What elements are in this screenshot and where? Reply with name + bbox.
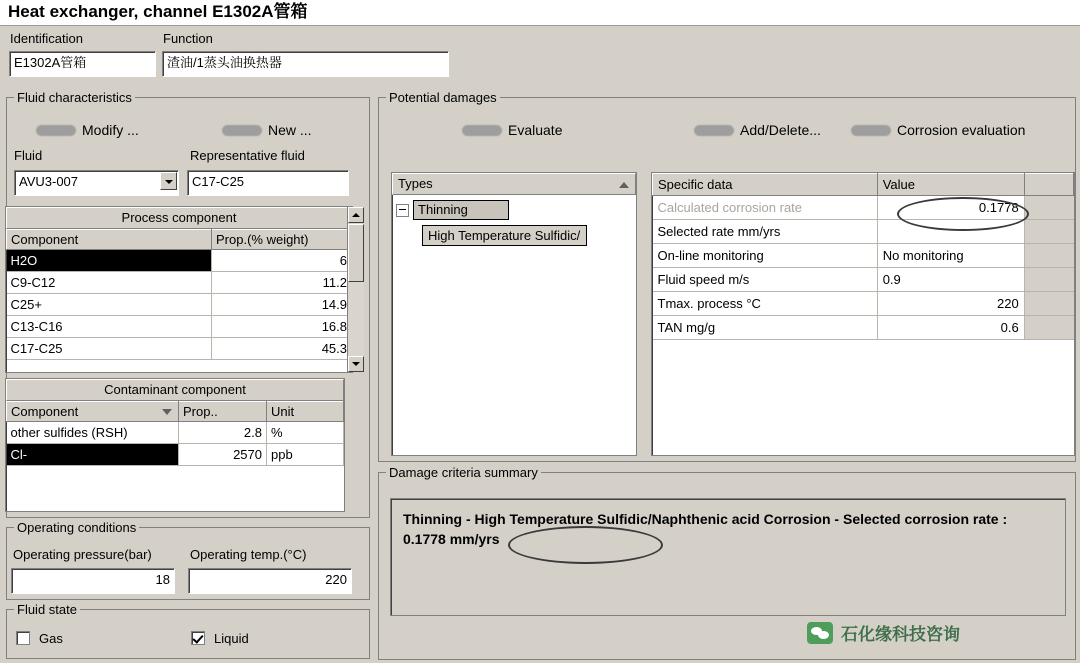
cell-component: C13-C16	[7, 316, 212, 338]
cell-prop: 2570	[179, 444, 267, 466]
table-row[interactable]	[7, 272, 352, 294]
representative-fluid-field[interactable]: C17-C25	[187, 170, 349, 196]
specific-data-table	[652, 173, 1074, 340]
table-row[interactable]	[7, 338, 352, 360]
cell-spacer	[1024, 196, 1073, 220]
cell-specific-data: Calculated corrosion rate	[653, 196, 878, 220]
damage-types-tree[interactable]	[391, 172, 637, 456]
scroll-up-icon[interactable]	[348, 207, 364, 223]
contaminant-col-prop[interactable]: Prop..	[179, 402, 267, 422]
evaluate-icon	[462, 125, 502, 136]
contaminant-header-row	[7, 402, 344, 422]
fluid-combo[interactable]	[14, 170, 179, 196]
specific-data-grid[interactable]	[651, 172, 1075, 456]
cell-spacer	[1024, 268, 1073, 292]
cell-spacer	[1024, 292, 1073, 316]
contaminant-component-title: Contaminant component	[6, 379, 344, 401]
cell-unit: ppb	[267, 444, 344, 466]
add-delete-button[interactable]	[694, 122, 821, 138]
operating-temp-label: Operating temp.(°C)	[190, 547, 307, 562]
process-component-header-row	[7, 230, 352, 250]
new-icon	[222, 125, 262, 136]
liquid-checkbox[interactable]	[191, 631, 205, 645]
modify-fluid-button[interactable]	[36, 122, 139, 138]
operating-pressure-field[interactable]: 18	[11, 568, 175, 594]
specific-data-col-name[interactable]: Specific data	[653, 174, 878, 196]
operating-pressure-label: Operating pressure(bar)	[13, 547, 152, 562]
damage-criteria-summary-text: Thinning - High Temperature Sulfidic/Naphthenic acid Corrosion - Selected corrosion rate : 0.1778 mm/yrs	[390, 498, 1066, 616]
cell-prop: 11.2	[212, 272, 352, 294]
function-label: Function	[163, 31, 213, 46]
cell-value[interactable]	[877, 220, 1024, 244]
cell-component: C17-C25	[7, 338, 212, 360]
contaminant-col-component[interactable]	[7, 402, 179, 422]
operating-temp-field[interactable]: 220	[188, 568, 352, 594]
scroll-down-icon[interactable]	[348, 356, 364, 372]
table-row[interactable]	[653, 316, 1074, 340]
table-row[interactable]	[653, 292, 1074, 316]
cell-value[interactable]: 220	[877, 292, 1024, 316]
watermark	[807, 620, 960, 645]
gas-checkbox[interactable]	[16, 631, 30, 645]
cell-prop: 16.8	[212, 316, 352, 338]
function-field[interactable]: 渣油/1蒸头油换热器	[162, 51, 449, 77]
damage-types-tree-header-label: Types	[398, 176, 433, 191]
cell-spacer	[1024, 316, 1073, 340]
modify-icon	[36, 125, 76, 136]
table-row[interactable]	[653, 196, 1074, 220]
add-delete-label: Add/Delete...	[740, 122, 821, 138]
cell-specific-data: TAN mg/g	[653, 316, 878, 340]
sort-ascending-icon	[619, 182, 629, 188]
damage-criteria-summary-legend: Damage criteria summary	[386, 465, 541, 480]
sort-descending-icon	[162, 409, 172, 415]
tree-node-thinning[interactable]	[392, 199, 636, 221]
process-component-scrollbar[interactable]	[347, 207, 364, 372]
process-component-col-component[interactable]: Component	[7, 230, 212, 250]
tree-node-thinning-label: Thinning	[413, 200, 509, 220]
table-row[interactable]	[653, 244, 1074, 268]
cell-component: C9-C12	[7, 272, 212, 294]
representative-fluid-label: Representative fluid	[190, 148, 305, 163]
fluid-label: Fluid	[14, 148, 43, 163]
process-component-table	[6, 229, 352, 360]
new-label: New ...	[268, 122, 312, 138]
table-row[interactable]	[653, 268, 1074, 292]
cell-specific-data: Selected rate mm/yrs	[653, 220, 878, 244]
cell-prop: 45.3	[212, 338, 352, 360]
identification-label: Identification	[10, 31, 83, 46]
cell-specific-data: On-line monitoring	[653, 244, 878, 268]
fluid-combo-value: AVU3-007	[19, 174, 79, 189]
cell-unit: %	[267, 422, 344, 444]
contaminant-component-table	[6, 401, 344, 466]
gas-label: Gas	[39, 631, 63, 646]
contaminant-col-component-label: Component	[11, 404, 79, 419]
operating-conditions-legend: Operating conditions	[14, 520, 139, 535]
contaminant-col-unit[interactable]: Unit	[267, 402, 344, 422]
fluid-characteristics-legend: Fluid characteristics	[14, 90, 135, 105]
identification-field[interactable]: E1302A管箱	[9, 51, 156, 77]
cell-component: Cl-	[7, 444, 179, 466]
cell-spacer	[1024, 220, 1073, 244]
process-component-col-prop[interactable]: Prop.(% weight)	[212, 230, 352, 250]
window-title: Heat exchanger, channel E1302A管箱	[0, 0, 1080, 26]
contaminant-component-grid[interactable]	[5, 378, 345, 512]
chevron-down-icon[interactable]	[160, 172, 177, 190]
corrosion-evaluation-button[interactable]	[851, 122, 1025, 138]
process-component-title: Process component	[6, 207, 352, 229]
modify-label: Modify ...	[82, 122, 139, 138]
liquid-label: Liquid	[214, 631, 249, 646]
process-component-grid[interactable]	[5, 206, 353, 373]
add-delete-icon	[694, 125, 734, 136]
cell-prop: 14.9	[212, 294, 352, 316]
cell-component: C25+	[7, 294, 212, 316]
tree-node-high-temperature-sulfidic[interactable]	[422, 225, 587, 246]
cell-value: 0.1778	[877, 196, 1024, 220]
cell-value[interactable]: 0.9	[877, 268, 1024, 292]
cell-component: other sulfides (RSH)	[7, 422, 179, 444]
cell-specific-data: Fluid speed m/s	[653, 268, 878, 292]
potential-damages-legend: Potential damages	[386, 90, 500, 105]
watermark-text: 石化缘科技咨询	[841, 625, 960, 644]
evaluate-button[interactable]	[462, 122, 562, 138]
table-row[interactable]	[7, 422, 344, 444]
cell-specific-data: Tmax. process °C	[653, 292, 878, 316]
table-row[interactable]	[653, 220, 1074, 244]
table-row[interactable]	[7, 316, 352, 338]
corrosion-evaluation-icon	[851, 125, 891, 136]
tree-node-high-temperature-sulfidic-label: High Temperature Sulfidic/	[428, 228, 581, 243]
collapse-icon[interactable]	[396, 204, 409, 217]
cell-value[interactable]: 0.6	[877, 316, 1024, 340]
specific-data-header-row	[653, 174, 1074, 196]
evaluate-label: Evaluate	[508, 122, 563, 138]
fluid-state-legend: Fluid state	[14, 602, 80, 617]
new-fluid-button[interactable]	[222, 122, 312, 138]
cell-prop: 2.8	[179, 422, 267, 444]
damage-types-tree-header[interactable]	[392, 173, 636, 195]
scroll-thumb[interactable]	[348, 224, 364, 282]
table-row[interactable]	[7, 294, 352, 316]
cell-prop: 6	[212, 250, 352, 272]
cell-spacer	[1024, 244, 1073, 268]
specific-data-col-value[interactable]: Value	[877, 174, 1024, 196]
corrosion-evaluation-label: Corrosion evaluation	[897, 122, 1026, 138]
specific-data-col-extra	[1024, 174, 1073, 196]
table-row[interactable]	[7, 444, 344, 466]
cell-component: H2O	[7, 250, 212, 272]
table-row[interactable]	[7, 250, 352, 272]
cell-value[interactable]: No monitoring	[877, 244, 1024, 268]
wechat-icon	[807, 622, 833, 644]
